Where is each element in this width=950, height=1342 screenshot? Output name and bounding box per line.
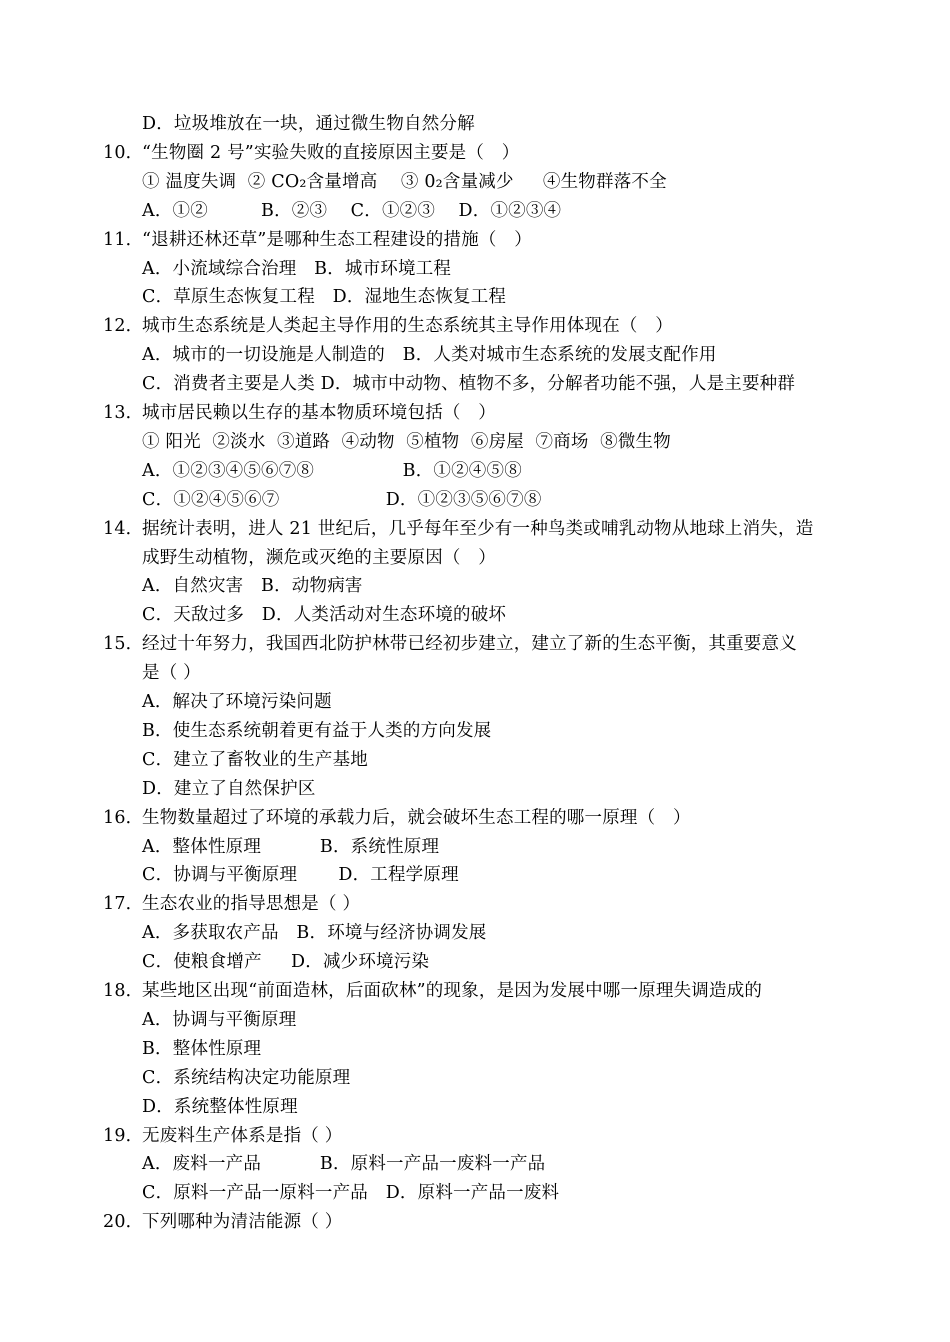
answer-option: C．原料一产品一原料一产品 D．原料一产品一废料 — [142, 1183, 560, 1203]
question-number: 12． — [103, 316, 144, 336]
question-number: 18． — [103, 981, 144, 1001]
question-text-continuation: 成野生动植物，濒危或灭绝的主要原因（ ） — [142, 548, 496, 568]
question-number: 20． — [103, 1212, 144, 1232]
answer-option: A．废料一产品 B．原料一产品一废料一产品 — [142, 1154, 546, 1174]
answer-option: C．①②④⑤⑥⑦ D．①②③⑤⑥⑦⑧ — [142, 490, 542, 510]
question-text-continuation: 是（ ） — [142, 663, 201, 683]
answer-option: C．消费者主要是人类 D．城市中动物、植物不多，分解者功能不强，人是主要种群 — [142, 374, 796, 394]
answer-option: B．使生态系统朝着更有益于人类的方向发展 — [142, 721, 492, 741]
question-number: 17． — [103, 894, 144, 914]
question-number: 15． — [103, 634, 144, 654]
answer-option: C．协调与平衡原理 D．工程学原理 — [142, 865, 459, 885]
question-text: 经过十年努力，我国西北防护林带已经初步建立，建立了新的生态平衡，其重要意义 — [142, 634, 797, 654]
answer-option: A．小流域综合治理 B．城市环境工程 — [142, 259, 452, 279]
question-text: 城市居民赖以生存的基本物质环境包括（ ） — [142, 403, 496, 423]
answer-option: D．系统整体性原理 — [142, 1097, 298, 1117]
answer-option: C．系统结构决定功能原理 — [142, 1068, 351, 1088]
answer-option: A．①② B．②③ C．①②③ D．①②③④ — [142, 201, 562, 221]
answer-option: A．协调与平衡原理 — [142, 1010, 297, 1030]
answer-option: A．①②③④⑤⑥⑦⑧ B．①②④⑤⑧ — [142, 461, 522, 481]
question-text: 生态农业的指导思想是（ ） — [142, 894, 361, 914]
answer-option: A．解决了环境污染问题 — [142, 692, 332, 712]
answer-option: D．垃圾堆放在一块，通过微生物自然分解 — [142, 114, 475, 134]
answer-option: C．建立了畜牧业的生产基地 — [142, 750, 368, 770]
question-text: 据统计表明，进人 21 世纪后，几乎每年至少有一种鸟类或哺乳动物从地球上消失，造 — [142, 519, 814, 539]
answer-option: ① 阳光 ②淡水 ③道路 ④动物 ⑤植物 ⑥房屋 ⑦商场 ⑧微生物 — [142, 432, 671, 452]
answer-option: A．城市的一切设施是人制造的 B．人类对城市生态系统的发展支配作用 — [142, 345, 717, 365]
question-text: 生物数量超过了环境的承载力后，就会破坏生态工程的哪一原理（ ） — [142, 808, 691, 828]
question-text: 城市生态系统是人类起主导作用的生态系统其主导作用体现在（ ） — [142, 316, 673, 336]
answer-option: A．多获取农产品 B．环境与经济协调发展 — [142, 923, 487, 943]
answer-option: ① 温度失调 ② CO₂含量增高 ③ 0₂含量减少 ④生物群落不全 — [142, 172, 667, 192]
answer-option: C．草原生态恢复工程 D．湿地生态恢复工程 — [142, 287, 507, 307]
question-number: 13． — [103, 403, 144, 423]
answer-option: D．建立了自然保护区 — [142, 779, 316, 799]
question-number: 19． — [103, 1126, 144, 1146]
answer-option: C．天敌过多 D．人类活动对生态环境的破坏 — [142, 605, 507, 625]
answer-option: A．自然灾害 B．动物病害 — [142, 576, 363, 596]
question-number: 14． — [103, 519, 144, 539]
question-text: 无废料生产体系是指（ ） — [142, 1126, 343, 1146]
question-text: “退耕还林还草”是哪种生态工程建设的措施（ ） — [142, 230, 532, 250]
question-text: “生物圈 2 号”实验失败的直接原因主要是（ ） — [142, 143, 520, 163]
answer-option: A．整体性原理 B．系统性原理 — [142, 837, 440, 857]
answer-option: C．使粮食增产 D．减少环境污染 — [142, 952, 430, 972]
question-number: 10． — [103, 143, 144, 163]
question-number: 11． — [103, 230, 144, 250]
question-number: 16． — [103, 808, 144, 828]
question-text: 某些地区出现“前面造林，后面砍林”的现象，是因为发展中哪一原理失调造成的 — [142, 981, 763, 1001]
question-text: 下列哪种为清洁能源（ ） — [142, 1212, 343, 1232]
answer-option: B．整体性原理 — [142, 1039, 262, 1059]
